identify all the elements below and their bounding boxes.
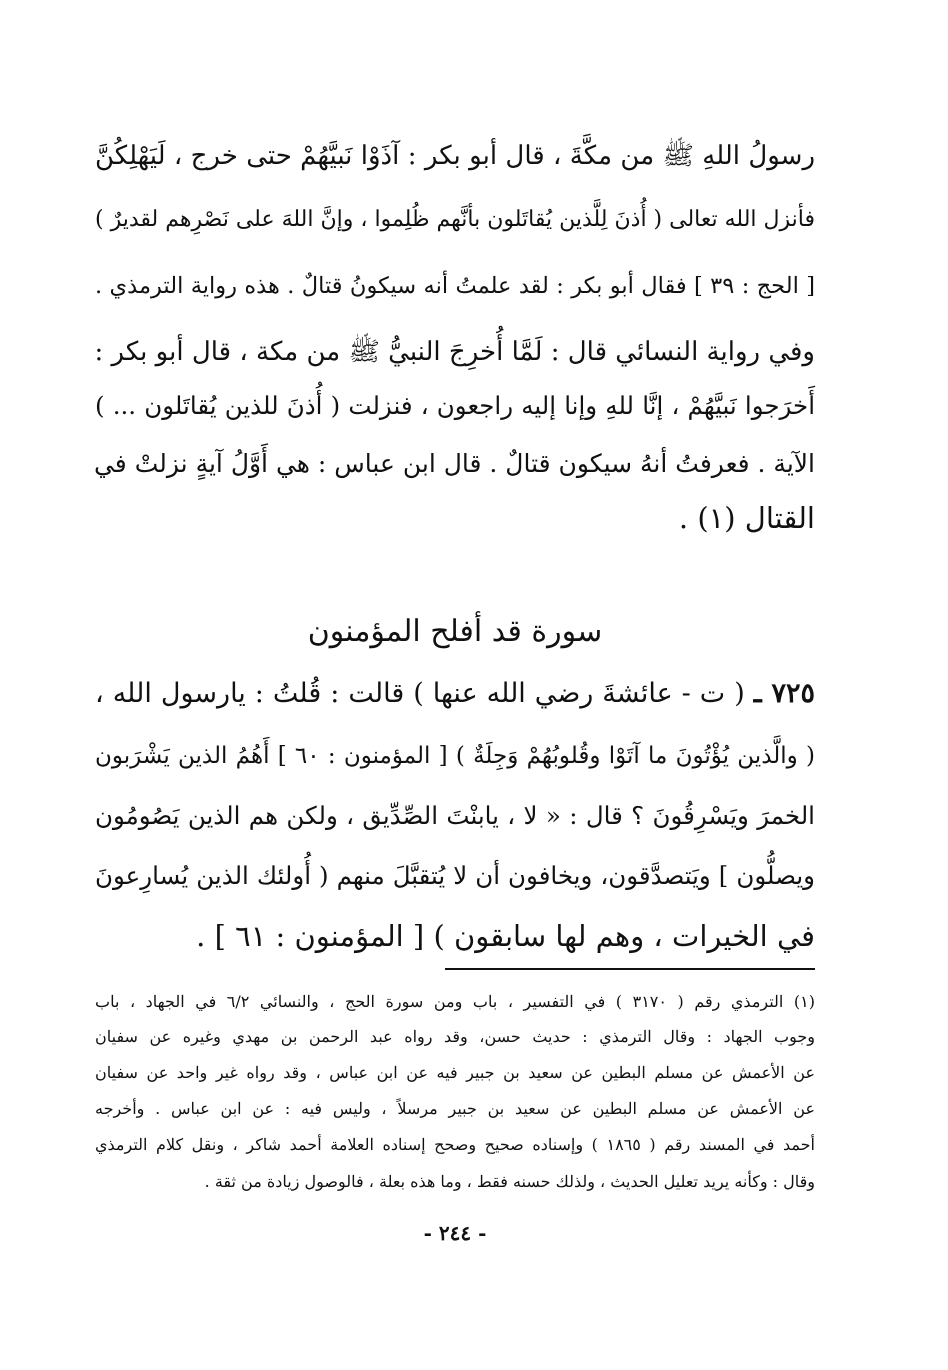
text-line: الآية . فعرفتُ أنهُ سيكون قتالٌ . قال ابن عباس : هي أَوَّلُ آيةٍ نزلتْ في (93, 449, 815, 478)
page-number: - ٢٤٤ - (423, 1221, 487, 1245)
hadith-number: ٧٢٥ ـ (753, 678, 815, 709)
footnote-line: وجوب الجهاد : وقال الترمذي : حديث حسن، وقد رواه عبد الرحمن بن مهدي وغيره عن سفيان (95, 1027, 815, 1046)
text-line: وفي رواية النسائي قال : لَمَّا أُخرِجَ النبيُّ ﷺ من مكة ، قال أبو بكر : (94, 337, 815, 367)
text-line: رسولُ اللهِ ﷺ من مكَّةَ ، قال أبو بكر : آذَوْا نَبيَّهُمْ حتى خرج ، لَيَهْلِكُنَّ (95, 141, 815, 171)
footnote-divider (445, 968, 815, 970)
text-line: القتال (١) . (678, 501, 815, 535)
hadith-line: ( والَّذين يُؤْتُونَ ما آتَوْا وقُلوبُهُمْ وَجِلَةٌ ) [ المؤمنون : ٦٠ ] أَهُمُ الذين يَشْرَبون (95, 743, 815, 769)
text-line: [ الحج : ٣٩ ] فقال أبو بكر : لقد علمتُ أنه سيكونُ قتالٌ . هذه رواية الترمذي . (95, 273, 815, 299)
footnote-line: أحمد في المسند رقم ( ١٨٦٥ ) وإسناده صحيح وصحح إسناده العلامة أحمد شاكر ، ونقل كلام الترمذي (95, 1135, 816, 1154)
hadith-line: في الخيرات ، وهم لها سابقون ) [ المؤمنون : ٦١ ] . (196, 919, 815, 953)
footnote-line: وقال : وكأنه يريد تعليل الحديث ، ولذلك حسنه فقط ، وما هذه بعلة ، فالوصول زيادة من ثقة . (204, 1172, 815, 1191)
hadith-line: ويصلُّون ] ويَتصدَّقون، ويخافون أن لا يُتقبَّلَ منهم ( أُولئك الذين يُسارِعونَ (95, 861, 815, 890)
footnote-line: عن الأعمش عن مسلم البطين عن سعيد بن جبير مرسلاً ، وليس فيه : عن ابن عباس . وأخرجه (95, 1099, 815, 1118)
text-line: فأنزل الله تعالى ( أُذنَ لِلَّذين يُقاتَلون بأنَّهم ظُلِموا ، وإنَّ اللهَ على نَصْرِهم لقديرٌ ) (95, 207, 815, 232)
hadith-first-line (95, 674, 815, 714)
text-line: أَخرَجوا نَبيَّهُمْ ، إنَّا للهِ وإنا إليه راجعون ، فنزلت ( أُذنَ للذين يُقاتَلون ... ) (95, 391, 815, 420)
footnote-line: (١) الترمذي رقم ( ٣١٧٠ ) في التفسير ، باب ومن سورة الحج ، والنسائي ٦/٢ في الجهاد ، باب (95, 992, 816, 1011)
hadith-line: الخمرَ ويَسْرِقُونَ ؟ قال : « لا ، يابنْتَ الصِّدِّيق ، ولكن هم الذين يَصُومُون (95, 801, 815, 830)
hadith-line: ( ت - عائشةَ رضي الله عنها ) قالت : قُلتُ : يارسول الله ، (95, 678, 745, 709)
book-page (95, 0, 815, 1370)
section-heading: سورة قد أفلح المؤمنون (307, 614, 603, 649)
footnote-line: عن الأعمش عن مسلم البطين عن سعيد بن جبير فيه عن ابن عباس ، وقد رواه غير واحد عن سفيان (95, 1063, 816, 1082)
